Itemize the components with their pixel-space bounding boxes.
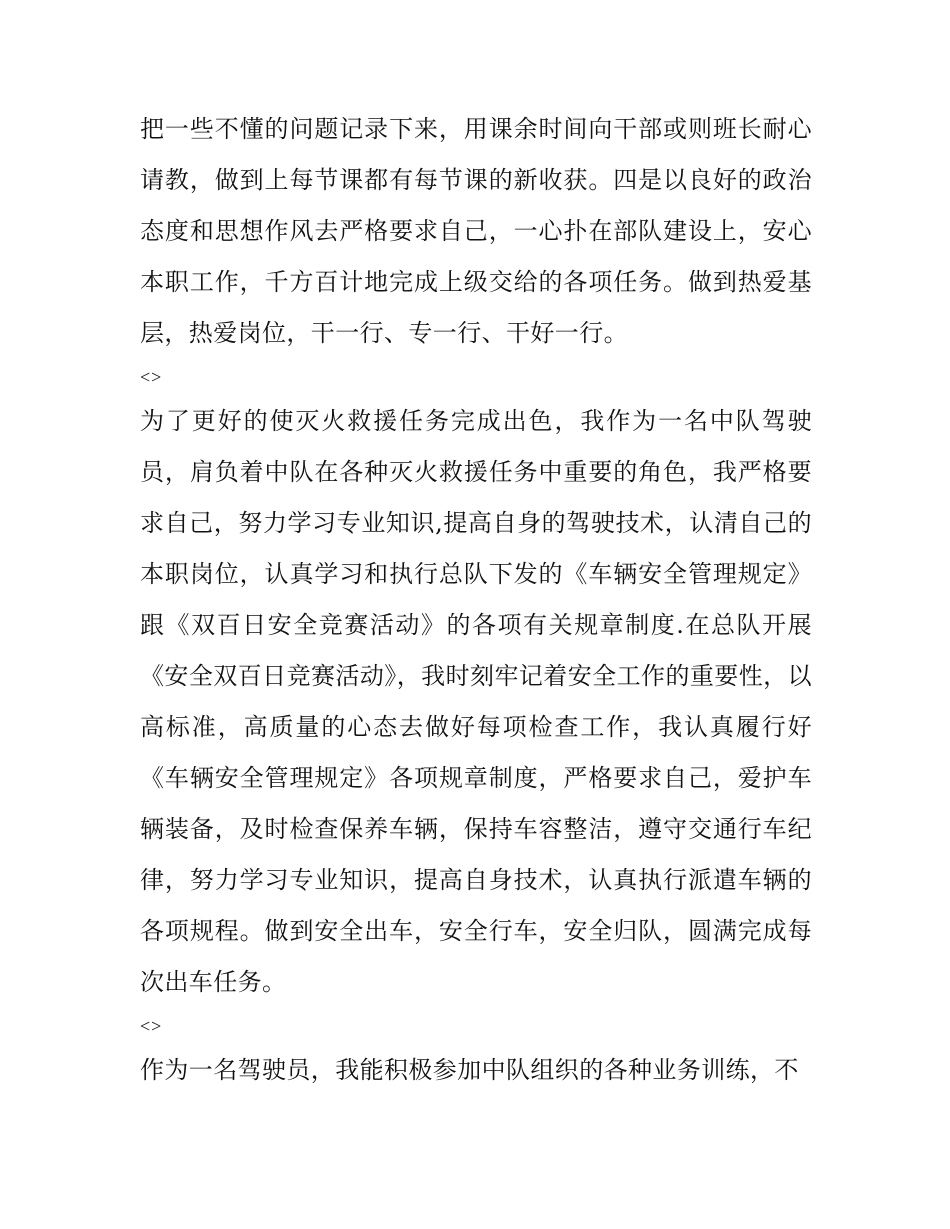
- paragraph-1: 把一些不懂的问题记录下来，用课余时间向干部或则班长耐心请教，做到上每节课都有每节课的新收获。四是以良好的政治态度和思想作风去严格要求自己，一心扑在部队建设上，安心本职工作，千方百计地完成上级交给的各项任务。做到热爱基层，热爱岗位，干一行、专一行、干好一行。: [140, 115, 812, 347]
- document-body: [140, 104, 812, 1096]
- paragraph-2: 为了更好的使灭火救援任务完成出色，我作为一名中队驾驶员，肩负着中队在各种灭火救援任务中重要的角色，我严格要求自己，努力学习专业知识,提高自身的驾驶技术，认清自己的本职岗位，认真学习和执行总队下发的《车辆安全管理规定》跟《双百日安全竞赛活动》的各项有关规章制度.在总队开展《安全双百日竞赛活动》，我时刻牢记着安全工作的重要性，以高标准，高质量的心态去做好每项检查工作，我认真履行好《车辆安全管理规定》各项规章制度，严格要求自己，爱护车辆装备，及时检查保养车辆，保持车容整洁，遵守交通行车纪律，努力学习专业知识，提高自身技术，认真执行派遣车辆的各项规程。做到安全出车，安全行车，安全归队，圆满完成每次出车任务。: [140, 407, 812, 996]
- paragraph-3: 作为一名驾驶员，我能积极参加中队组织的各种业务训练，不: [140, 1056, 799, 1084]
- section-separator-1: <>: [140, 367, 163, 387]
- section-separator-2: <>: [140, 1016, 163, 1036]
